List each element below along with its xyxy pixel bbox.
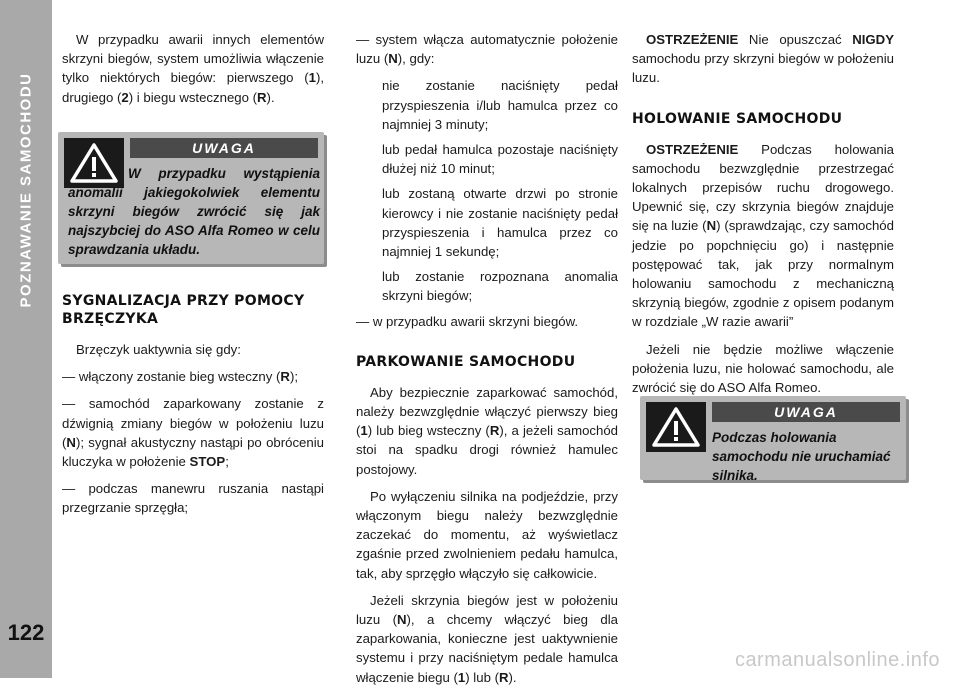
neutral-condition: lub zostaną otwarte drzwi po stronie kierowcy i nie zostanie naciśnięty pedał przyspieszenia i hamulca przez co najmniej 1 sekundę;	[382, 186, 618, 260]
warning-text: W przypadku wystąpienia anomalii jakiegokolwiek elementu skrzyni biegów zwrócić się jak najszybciej do ASO Alfa Romeo w celu sprawdzania układu.	[68, 166, 320, 257]
warning-triangle-icon	[646, 402, 706, 452]
warning-box-towing	[640, 396, 906, 483]
chapter-sidebar	[0, 0, 52, 678]
neutral-condition: lub zostanie rozpoznana anomalia skrzyni biegów;	[382, 269, 618, 304]
buzzer-intro: Brzęczyk uaktywnia się gdy:	[76, 342, 241, 357]
warning-box-gearbox	[58, 132, 324, 264]
buzzer-item: — samochód zaparkowany zostanie z dźwignią zmiany biegów w położeniu luzu (N); sygnał akustyczny nastąpi po obróceniu kluczyka w położenie STOP;	[62, 396, 324, 470]
gearbox-failure-line: — w przypadku awarii skrzyni biegów.	[356, 313, 579, 329]
towing-paragraph: Jeżeli nie będzie możliwe włączenie położenia luzu, nie holować samochodu, ale zwrócić się do ASO Alfa Romeo.	[632, 341, 894, 396]
towing-paragraph: OSTRZEŻENIE Podczas holowania samochodu bezwzględnie przestrzegać lokalnych przepisów ruchu drogowego. Upewnić się, czy skrzynia biegów znajduje się na luzie (N) (sprawdzając, czy samochód jedzie po popchnięciu go) i następnie postępować tak, jak przy normalnym holowaniu samochodu z mechaniczną skrzynią biegów, zgodnie z opisem podanym w rozdziale „W razie awarii”	[632, 141, 894, 330]
warning-text: Podczas holowania samochodu nie uruchamiać silnika.	[712, 430, 891, 483]
neutral-condition: lub pedał hamulca pozostaje naciśnięty dłużej niż 10 minut;	[382, 142, 618, 177]
parking-paragraph: Aby bezpiecznie zaparkować samochód, należy bezwzględnie włączyć pierwszy bieg (1) lub bieg wsteczny (R), a jeżeli samochód stoi na spadku drogi również hamulec postojowy.	[356, 384, 619, 477]
column-left	[62, 30, 324, 115]
buzzer-heading: SYGNALIZACJA PRZY POMOCY BRZĘCZYKA	[62, 293, 305, 327]
warning-label: UWAGA	[712, 402, 900, 422]
parking-paragraph: Jeżeli skrzynia biegów jest w położeniu luzu (N), a chcemy włączyć bieg dla zaparkowania, konieczne jest uaktywnienie systemu i przy naciśniętym pedale hamulca włączenie biegu (1) lub (R).	[356, 592, 618, 685]
buzzer-section	[62, 292, 324, 526]
neutral-warning-paragraph: OSTRZEŻENIE Nie opuszczać NIGDY samochodu przy skrzyni biegów w położeniu luzu.	[632, 32, 894, 86]
column-right	[632, 30, 894, 405]
intro-paragraph: W przypadku awarii innych elementów skrzyni biegów, system umożliwia włączenie tylko niektórych biegów: pierwszego (1), drugiego (2) i biegu wstecznego (R).	[62, 32, 324, 105]
column-middle	[356, 30, 618, 695]
parking-heading: PARKOWANIE SAMOCHODU	[356, 353, 576, 370]
towing-heading: HOLOWANIE SAMOCHODU	[632, 110, 843, 127]
parking-paragraph: Po wyłączeniu silnika na podjeździe, przy włączonym biegu należy bezwzględnie zaczekać do momentu, aż wyświetlacz zgaśnie przed zwolnieniem pedału hamulca, tak, aby sprzęgło włączyło się całkowicie.	[356, 488, 618, 581]
page-number: 122	[7, 620, 45, 645]
buzzer-item: — podczas manewru ruszania nastąpi przegrzanie sprzęgła;	[62, 481, 324, 516]
warning-label: UWAGA	[130, 138, 318, 158]
neutral-condition: nie zostanie naciśnięty pedał przyspieszenia i/lub hamulca przez co najmniej 3 minuty;	[382, 78, 618, 132]
neutral-auto-line: — system włącza automatycznie położenie luzu (N), gdy:	[356, 32, 618, 67]
chapter-title: POZNAWANIE SAMOCHODU	[17, 72, 35, 308]
site-watermark: carmanualsonline.info	[734, 649, 940, 671]
buzzer-item: — włączony zostanie bieg wsteczny (R);	[62, 369, 299, 385]
